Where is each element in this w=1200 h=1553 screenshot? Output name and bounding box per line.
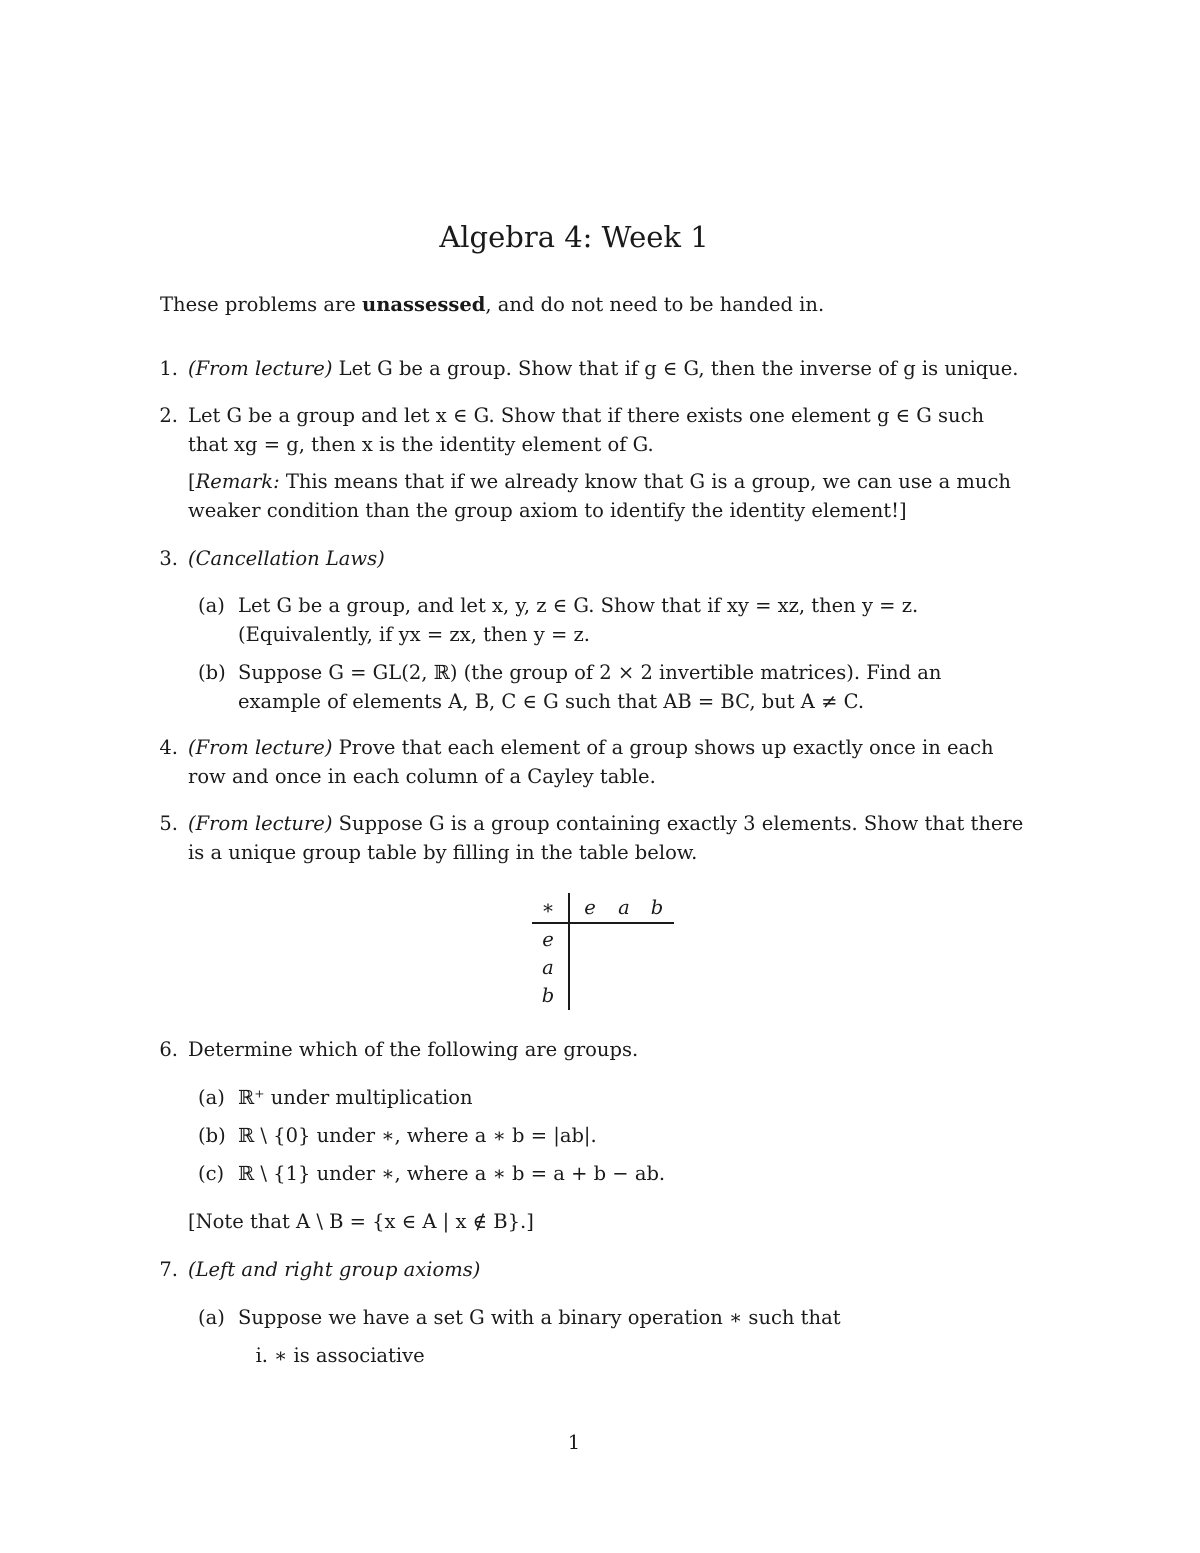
problem-7-heading: (Left and right group axioms) [188, 1258, 481, 1281]
problem-4-line-2: row and once in each column of a Cayley table. [188, 765, 656, 788]
page-title: Algebra 4: Week 1 [439, 220, 709, 254]
problem-6b-text: ℝ \ {0} under ∗, where a ∗ b = |ab|. [238, 1124, 597, 1147]
problem-6c-text: ℝ \ {1} under ∗, where a ∗ b = a + b − ab. [238, 1162, 666, 1185]
table-corner-symbol: ∗ [541, 896, 555, 919]
problem-6-text: Determine which of the following are groups. [188, 1038, 639, 1061]
problem-1-number: 1. [159, 357, 178, 380]
problem-6a-label: (a) [198, 1086, 225, 1109]
problem-3-heading: (Cancellation Laws) [188, 547, 385, 570]
problem-3a-label: (a) [198, 594, 225, 617]
table-header-cell: a [618, 896, 630, 919]
problem-7-number: 7. [159, 1258, 178, 1281]
problem-3b-line-1: Suppose G = GL(2, ℝ) (the group of 2 × 2 invertible matrices). Find an [238, 661, 942, 684]
table-header-cell: e [584, 896, 596, 919]
table-row-label: a [542, 956, 554, 979]
problem-7a-i-label: i. [255, 1344, 268, 1367]
problem-2-remark-line-2: weaker condition than the group axiom to identify the identity element!] [188, 499, 907, 522]
table-header-cell: b [650, 896, 664, 919]
problem-6-note: [Note that A \ B = {x ∈ A | x ∉ B}.] [188, 1210, 534, 1233]
table-row-label: e [542, 928, 554, 951]
problem-5-line-1: (From lecture) Suppose G is a group containing exactly 3 elements. Show that there [188, 812, 1024, 835]
problem-6-number: 6. [159, 1038, 178, 1061]
problem-7a-label: (a) [198, 1306, 225, 1329]
problem-1-text: (From lecture) Let G be a group. Show that if g ∈ G, then the inverse of g is unique. [188, 357, 1019, 380]
problem-3-number: 3. [159, 547, 178, 570]
cayley-table [532, 893, 674, 1011]
intro-text: These problems are unassessed, and do not need to be handed in. [160, 293, 825, 316]
problem-4-number: 4. [159, 736, 178, 759]
table-row-label: b [541, 984, 555, 1007]
problem-5-number: 5. [159, 812, 178, 835]
problem-7a-text: Suppose we have a set G with a binary operation ∗ such that [238, 1306, 841, 1329]
problem-5-line-2: is a unique group table by filling in the table below. [188, 841, 698, 864]
problem-3a-line-1: Let G be a group, and let x, y, z ∈ G. Show that if xy = xz, then y = z. [238, 594, 919, 617]
problem-3a-line-2: (Equivalently, if yx = zx, then y = z. [238, 623, 590, 646]
problem-4-line-1: (From lecture) Prove that each element of a group shows up exactly once in each [188, 736, 994, 759]
problem-7a-i-text: ∗ is associative [274, 1344, 425, 1367]
problem-2-number: 2. [159, 404, 178, 427]
problem-2-line-2: that xg = g, then x is the identity element of G. [188, 433, 654, 456]
problem-6c-label: (c) [198, 1162, 225, 1185]
problem-3b-line-2: example of elements A, B, C ∈ G such that AB = BC, but A ≠ C. [238, 690, 865, 713]
problem-2-remark-line-1: [Remark: This means that if we already know that G is a group, we can use a much [188, 470, 1011, 493]
problem-6b-label: (b) [198, 1124, 226, 1147]
problem-3b-label: (b) [198, 661, 226, 684]
table-vertical-rule [568, 893, 570, 1010]
table-horizontal-rule [532, 922, 674, 924]
intro-emphasis: unassessed [362, 293, 486, 316]
page-number: 1 [567, 1431, 581, 1454]
problem-6a-text: ℝ⁺ under multiplication [238, 1086, 473, 1109]
problem-2-line-1: Let G be a group and let x ∈ G. Show that if there exists one element g ∈ G such [188, 404, 985, 427]
